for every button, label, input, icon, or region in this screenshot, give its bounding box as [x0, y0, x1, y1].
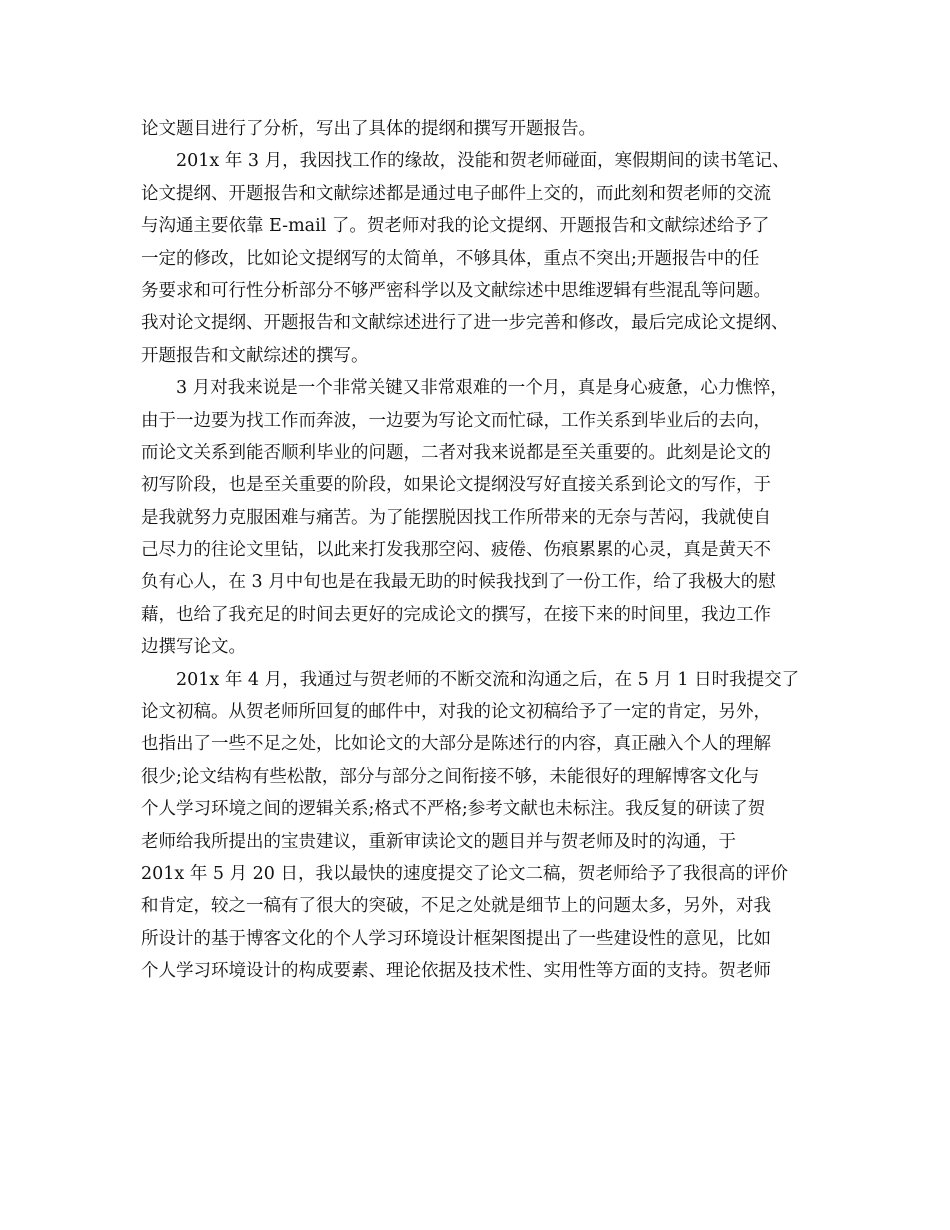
- text-line: 论文提纲、开题报告和文献综述都是通过电子邮件上交的，而此刻和贺老师的交流: [141, 183, 771, 204]
- text-line: 藉，也给了我充足的时间去更好的完成论文的撰写，在接下来的时间里，我边工作: [141, 604, 771, 625]
- text-line: 论文题目进行了分析，写出了具体的提纲和撰写开题报告。: [141, 119, 596, 139]
- text-line: 务要求和可行性分析部分不够严密科学以及文献综述中思维逻辑有些混乱等问题。: [141, 280, 771, 301]
- text-line: 个人学习环境设计的构成要素、理论依据及技术性、实用性等方面的支持。贺老师: [141, 961, 771, 982]
- text-line: 与沟通主要依靠 E-mail 了。贺老师对我的论文提纲、开题报告和文献综述给予了: [141, 216, 770, 237]
- text-line: 老师给我所提出的宝贵建议，重新审读论文的题目并与贺老师及时的沟通，于: [141, 831, 736, 852]
- text-line: 边撰写论文。: [141, 637, 246, 658]
- document-body: [141, 113, 831, 988]
- paragraph-start-line: 201x 年 4 月，我通过与贺老师的不断交流和沟通之后，在 5 月 1 日时我提交了: [176, 669, 800, 690]
- text-line: 一定的修改，比如论文提纲写的太简单，不够具体，重点不突出;开题报告中的任: [141, 248, 760, 269]
- paragraph-start-line: 3 月对我来说是一个非常关键又非常艰难的一个月，真是身心疲惫，心力憔悴，: [176, 378, 788, 399]
- text-line: 201x 年 5 月 20 日，我以最快的速度提交了论文二稿，贺老师给予了我很高的评价: [141, 863, 788, 884]
- text-line: 个人学习环境之间的逻辑关系;格式不严格;参考文献也未标注。我反复的研读了贺: [141, 799, 766, 820]
- text-line: 所设计的基于博客文化的个人学习环境设计框架图提出了一些建设性的意见，比如: [141, 928, 771, 949]
- text-line: 很少;论文结构有些松散，部分与部分之间衔接不够，未能很好的理解博客文化与: [141, 766, 760, 787]
- text-line: 负有心人，在 3 月中旬也是在我最无助的时候我找到了一份工作，给了我极大的慰: [141, 572, 776, 593]
- text-line: 开题报告和文献综述的撰写。: [141, 345, 369, 366]
- text-line: 由于一边要为找工作而奔波，一边要为写论文而忙碌，工作关系到毕业后的去向，: [141, 410, 771, 431]
- text-line: 我对论文提纲、开题报告和文献综述进行了进一步完善和修改，最后完成论文提纲、: [141, 313, 789, 334]
- text-line: 而论文关系到能否顺利毕业的问题，二者对我来说都是至关重要的。此刻是论文的: [141, 442, 771, 463]
- text-line: 和肯定，较之一稿有了很大的突破，不足之处就是细节上的问题太多，另外，对我: [141, 896, 771, 917]
- paragraph-start-line: 201x 年 3 月，我因找工作的缘故，没能和贺老师碰面，寒假期间的读书笔记、: [176, 151, 790, 172]
- text-line: 论文初稿。从贺老师所回复的邮件中，对我的论文初稿给予了一定的肯定，另外，: [141, 702, 771, 723]
- text-line: 初写阶段，也是至关重要的阶段，如果论文提纲没写好直接关系到论文的写作，于: [141, 475, 771, 496]
- text-line: 也指出了一些不足之处，比如论文的大部分是陈述行的内容，真正融入个人的理解: [141, 734, 771, 755]
- text-line: 是我就努力克服困难与痛苦。为了能摆脱因找工作所带来的无奈与苦闷，我就使自: [141, 507, 771, 528]
- text-line: 己尽力的往论文里钻，以此来打发我那空闷、疲倦、伤痕累累的心灵，真是黄天不: [141, 540, 771, 561]
